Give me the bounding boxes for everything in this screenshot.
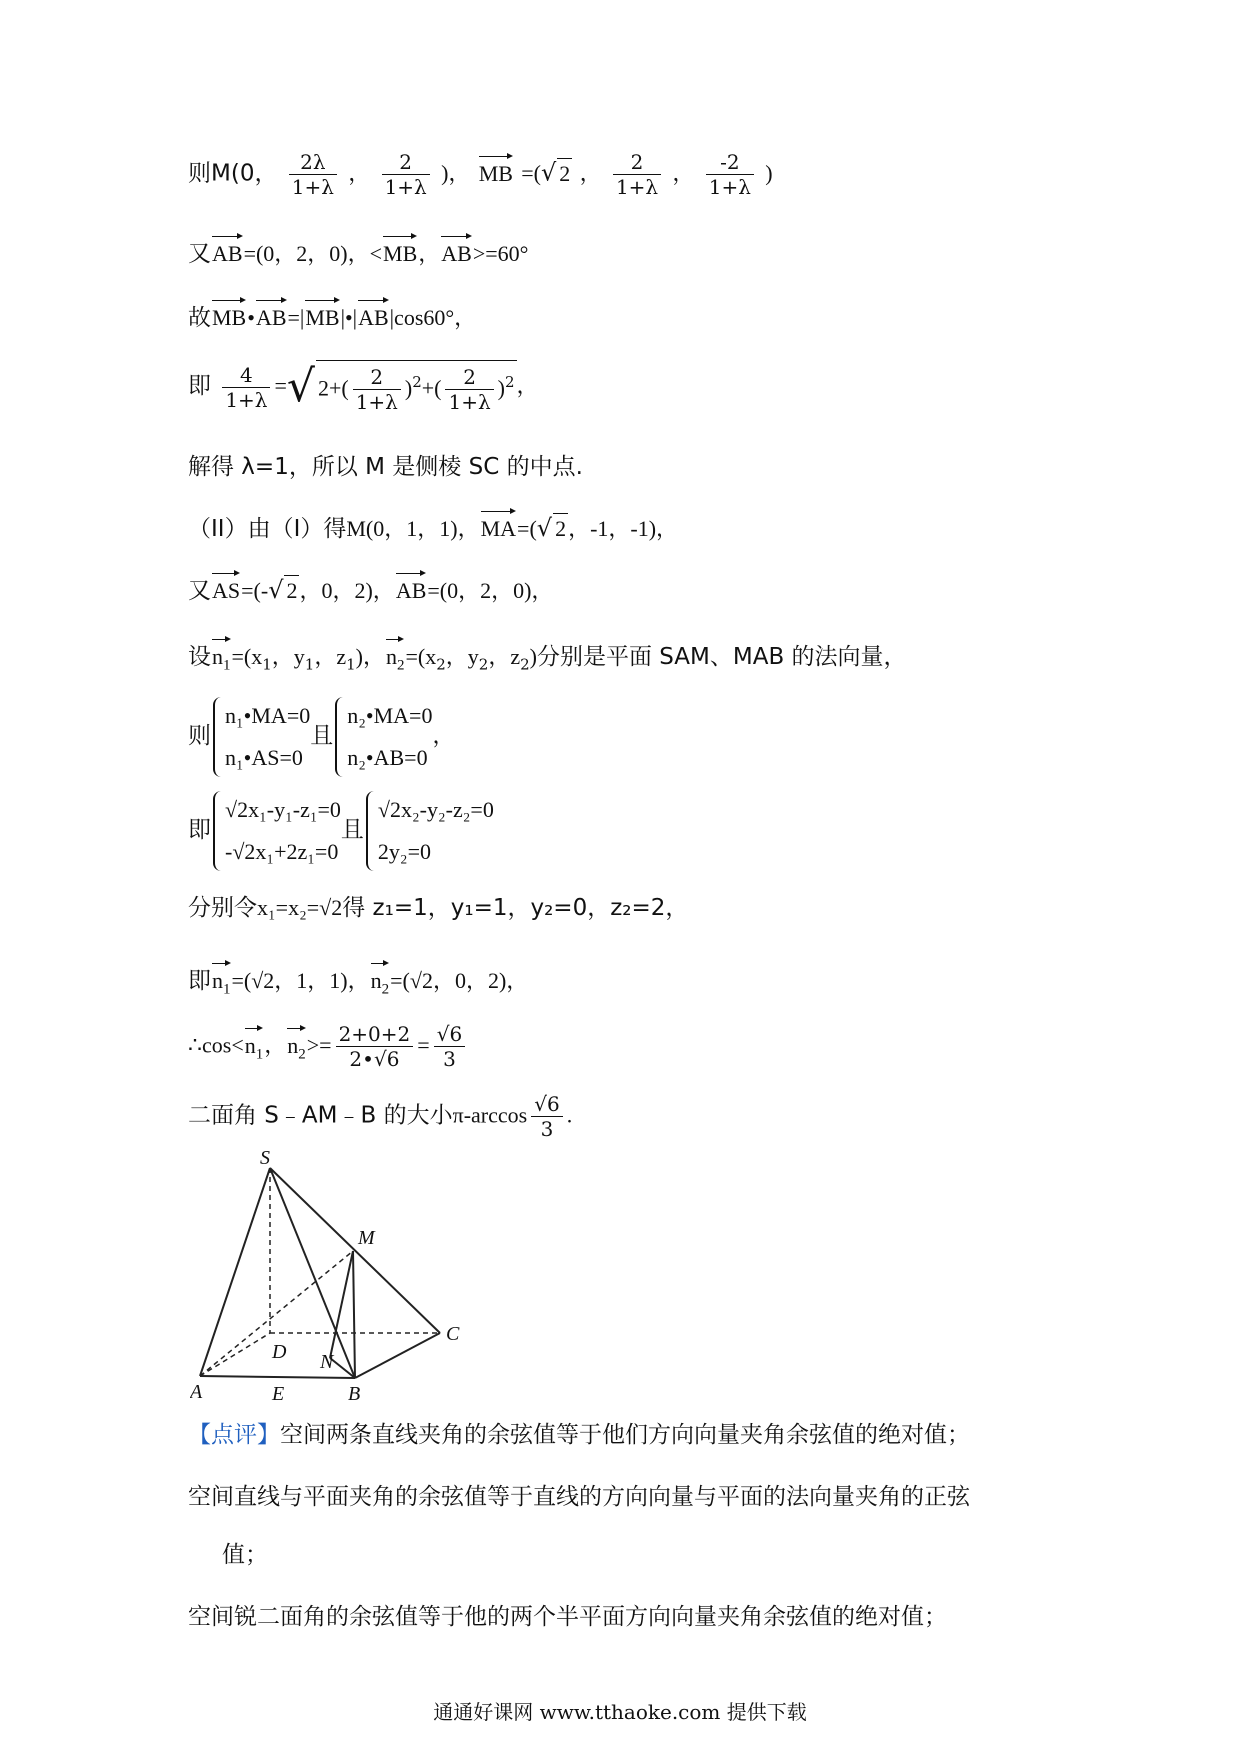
denominator: 2•√6 [349,1047,400,1071]
radicand [316,360,517,414]
comment-line-2: 空间直线与平面夹角的余弦值等于直线的方向向量与平面的法向量夹角的正弦 [188,1484,970,1510]
text: • [247,305,255,330]
text: =(- [241,578,269,603]
text: ， [432,723,455,748]
edge-AB [200,1376,355,1378]
vector: AB [358,297,389,333]
numerator: 2 [353,365,401,390]
label-A: A [190,1381,203,1403]
subscript: 2 [436,655,446,674]
text: ∴cos< [188,1032,244,1058]
vector: AB [212,233,243,269]
text: = [417,1032,430,1058]
numerator: √6 [434,1022,465,1047]
equation-line-1 [188,150,773,199]
radicand: 2 [553,513,568,544]
fraction [353,365,401,414]
denominator: 3 [443,1047,456,1071]
text: =( [521,160,541,186]
label-B: B [348,1383,361,1405]
text: ) [529,644,537,669]
vector [245,1025,264,1069]
vector: AB [396,570,427,606]
text: =(√2，0，2)， [390,968,529,993]
text: =(x [231,644,263,669]
system-row: -√2x₁+2z₁=0 [225,839,339,864]
numerator: -2 [706,150,754,175]
text: 分别令 [188,895,257,921]
brace-system [211,695,310,779]
text: 又 [188,578,211,604]
sqrt-sign: √ [536,514,553,542]
text: ，z [488,644,521,669]
sqrt-sign: √ [286,361,315,412]
text: 设 [188,644,211,670]
vector [287,1025,306,1069]
label-E: E [272,1383,285,1405]
subscript: 2 [520,655,530,674]
equation-system-1 [188,688,454,784]
subscript: 2 [396,657,405,674]
subscript: 1 [255,1045,264,1062]
equation-line-2 [188,233,528,269]
text: = [274,373,287,398]
fraction [531,1092,562,1141]
denominator: 1+λ [708,175,751,199]
subscript: 1 [346,655,356,674]
text: 2+( [317,375,349,401]
system-row: n₂•MA=0 [347,703,433,728]
text: =(√2，1，1)， [231,968,370,993]
equation-system-2 [188,782,494,878]
text: 又 [188,241,211,267]
text: =( [517,516,537,541]
text: ， [579,160,602,186]
comment-line-1 [188,1420,970,1450]
edge-AD [200,1333,270,1376]
text: ，y [271,644,305,669]
denominator: 3 [540,1117,554,1141]
radicand: 2 [284,575,299,606]
vector [371,960,390,1004]
text: |•| [340,305,358,330]
text: （II）由（I）得 [188,516,347,542]
vector-symbol: n [212,644,223,669]
system-row: n₁•MA=0 [225,703,311,728]
text: ， [348,160,371,186]
label-M: M [358,1227,375,1249]
text: |cos60°， [389,305,477,330]
subscript: 1 [262,655,272,674]
comment-line-4: 空间锐二面角的余弦值等于他的两个半平面方向向量夹角余弦值的绝对值； [188,1604,947,1630]
brace-system [364,789,494,873]
subscript: 2 [478,655,489,674]
denominator: 1+λ [384,175,427,199]
vector: AB [441,233,472,269]
page-footer: 通通好课网 www.tthaoke.com 提供下载 [433,1700,807,1724]
vector: AB [256,297,287,333]
comment-line-3: 值； [222,1542,268,1568]
text: )， [441,160,471,186]
denominator: 1+λ [355,390,398,414]
system-row: n₁•AS=0 [225,745,303,770]
edge-MB [353,1251,355,1378]
text: ) [404,375,413,401]
text: )， [355,644,385,669]
equation-line-6 [188,508,678,544]
text: =(0，2，0)， [427,578,554,603]
text: x₁=x₂=√2 [257,895,343,920]
exponent: 2 [504,372,515,391]
text: ， [264,1032,287,1058]
text: 即 [188,373,211,399]
subscript: 1 [223,657,231,674]
vector: AS [212,570,240,606]
numerator: √6 [531,1092,562,1117]
label-D: D [272,1341,287,1363]
sqrt-sign: √ [268,576,284,604]
text: >= [306,1032,332,1058]
text: M(0，1，1)， [346,516,480,541]
text: ， [418,241,441,266]
text: 得 z₁=1，y₁=1，y₂=0，z₂=2， [342,895,689,921]
fraction [336,1022,414,1071]
text: =| [287,305,305,330]
fraction [706,150,754,199]
subscript: 1 [304,655,315,674]
system-row: √2x₁-y₁-z₁=0 [225,797,341,822]
brace-system [333,695,432,779]
text-line-5: 解得 λ=1，所以 M 是侧棱 SC 的中点. [188,454,583,480]
equation-line-12 [188,960,528,1004]
pyramid-figure [190,1148,490,1408]
numerator: 2 [382,150,430,175]
subscript: 2 [298,1045,306,1062]
label-N: N [320,1351,334,1373]
label-C: C [446,1323,460,1345]
label-S: S [260,1148,270,1169]
vector [386,636,405,680]
text: 则M(0， [188,160,278,187]
brace-system [211,789,341,873]
comment-tag: 【点评】 [188,1422,280,1448]
denominator: 1+λ [615,175,659,199]
denominator: 1+λ [291,175,334,199]
fraction [222,363,270,412]
subscript: 2 [381,981,390,998]
fraction [382,150,430,199]
system-row: n₂•AB=0 [347,745,428,770]
numerator: 2 [445,365,493,390]
text: . [566,1102,573,1128]
vector-symbol: n [287,1032,299,1058]
text: 且 [340,817,364,843]
text: ) [497,375,505,401]
numerator: 2λ [289,150,337,175]
vector-symbol: n [385,644,397,669]
equation-line-7 [188,570,553,606]
vector [212,960,231,1004]
denominator: 1+λ [225,387,268,412]
text: ， [672,160,695,186]
numerator: 4 [222,363,270,388]
equation-line-13 [188,1022,469,1071]
text: 且 [310,723,334,749]
system-row: √2x₂-y₂-z₂=0 [377,797,494,822]
system-row: 2y₂=0 [377,839,431,864]
numerator: 2+0+2 [336,1022,414,1047]
equation-line-3 [188,297,476,333]
vector: MA [481,508,516,544]
edge-SC [270,1168,440,1333]
exponent: 2 [412,372,422,391]
text: =(x [405,644,437,669]
text: ) [765,160,773,186]
vector: MB [212,297,246,333]
text: 分别是平面 SAM、MAB 的法向量， [536,644,907,670]
edge-SA [200,1168,270,1376]
radicand: 2 [557,158,572,189]
text: =(0，2，0)，< [243,241,383,266]
text: +( [421,375,442,401]
vector: MB [383,233,417,269]
fraction [289,150,337,199]
vector-symbol: n [212,968,223,993]
text: 则 [188,723,211,749]
text: 故 [188,305,211,331]
text: 即 [188,817,211,843]
equation-line-14 [188,1092,572,1141]
vector: MB [479,153,513,189]
equation-line-8 [188,636,907,680]
edge-BC [355,1333,440,1378]
vector-symbol: n [370,968,382,993]
fraction [613,150,661,199]
text: ， [516,373,539,398]
text: π-arccos [452,1102,528,1128]
fraction [445,365,493,414]
numerator: 2 [613,150,661,175]
text: ，0，2)， [299,578,395,603]
fraction [434,1022,465,1071]
text: ，-1，-1)， [568,516,679,541]
vector [212,636,231,680]
denominator: 1+λ [448,390,491,414]
text: ，z [314,644,347,669]
equation-line-11 [188,893,688,923]
vector-symbol: n [244,1032,256,1058]
vector: MB [305,297,339,333]
text: ，y [445,644,479,669]
text: 空间两条直线夹角的余弦值等于他们方向向量夹角余弦值的绝对值； [280,1422,970,1448]
subscript: 1 [223,981,231,998]
text: 即 [188,968,211,994]
text: 二面角 S﹣AM﹣B 的大小 [188,1102,453,1129]
sqrt-sign: √ [541,158,557,187]
text: >=60° [472,241,529,266]
equation-line-4 [188,360,539,414]
